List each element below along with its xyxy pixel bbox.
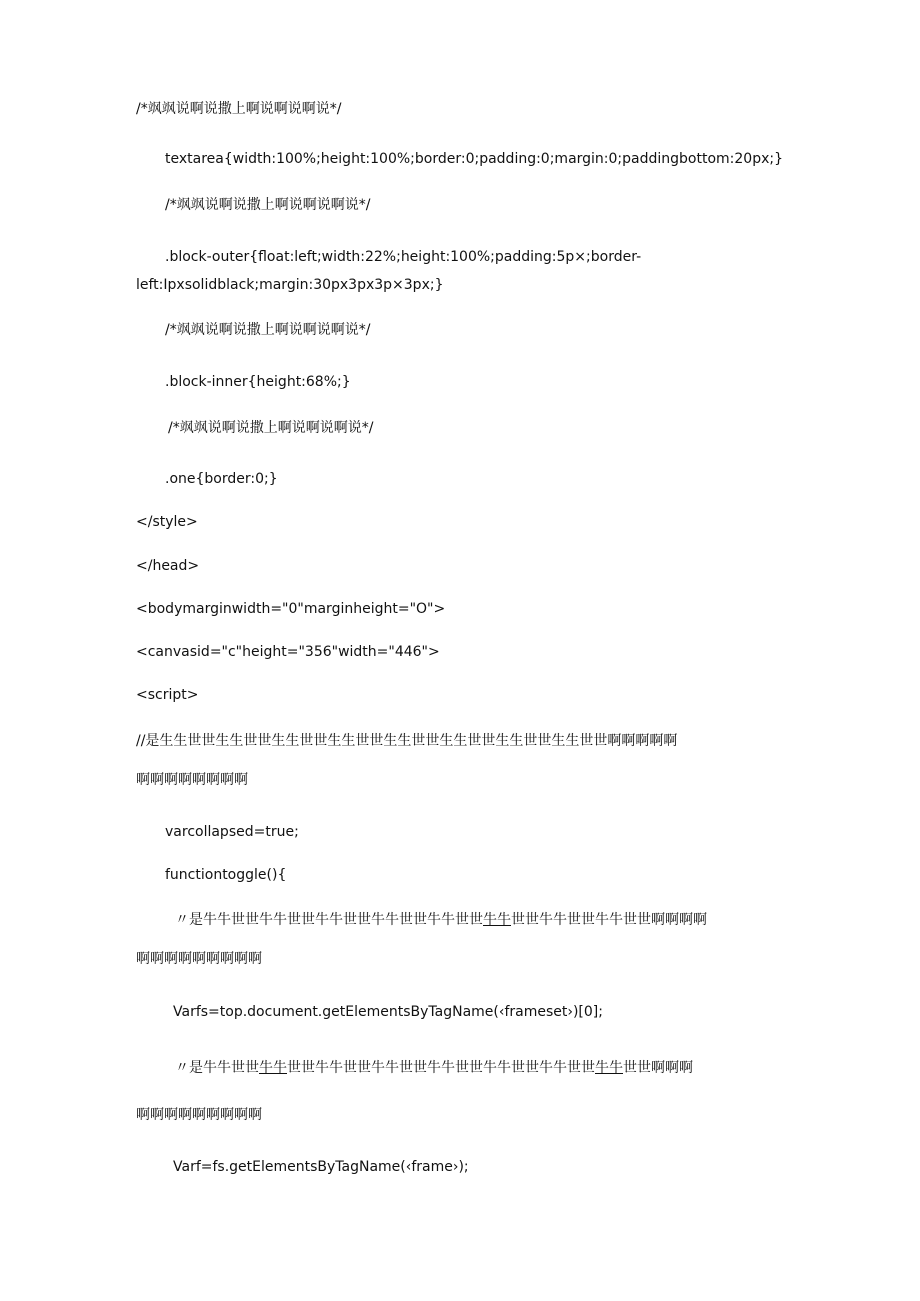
js-comment-continued: 啊啊啊啊啊啊啊啊啊 [136,1107,262,1123]
comment-segment: 〃是牛牛世世牛牛世世牛牛世世牛牛世世牛牛世世 [175,912,483,928]
block-inner-css-rule: .block-inner{height:68%;} [165,374,351,390]
css-comment: /*飒飒说啊说撒上啊说啊说啊说*/ [165,322,371,338]
frameset-var-line: Varfs=top.document.getElementsByTagName(‹frameset›)[0]; [173,1004,603,1020]
script-open-tag: <script> [136,687,199,703]
collapsed-var-line: varcollapsed=true; [165,824,299,840]
block-outer-css-rule: .block-outer{float:left;width:22%;height:100%;padding:5p×;border- [165,249,642,265]
body-open-tag: <bodymarginwidth="0"marginheight="O"> [136,601,446,617]
css-comment: /*飒飒说啊说撒上啊说啊说啊说*/ [168,420,374,436]
js-comment-continued: 啊啊啊啊啊啊啊啊 [136,772,248,788]
js-comment: //是生生世世生生世世生生世世生生世世生生世世生生世世生生世世生生世世啊啊啊啊啊 [136,733,678,749]
css-comment: /*飒飒说啊说撒上啊说啊说啊说*/ [136,101,342,117]
canvas-tag: <canvasid="c"height="356"width="446"> [136,644,440,660]
toggle-function-line: functiontoggle(){ [165,867,287,883]
js-comment [175,1059,693,1077]
underlined-segment: 牛牛 [259,1060,287,1076]
one-css-rule: .one{border:0;} [165,471,278,487]
js-comment [175,911,707,929]
style-close-tag: </style> [136,514,198,530]
textarea-css-rule: textarea{width:100%;height:100%;border:0;padding:0;margin:0;paddingbottom:20px;} [165,151,783,167]
underlined-segment: 牛牛 [595,1060,623,1076]
underlined-segment: 牛牛 [483,912,511,928]
comment-segment: 世世牛牛世世牛牛世世牛牛世世牛牛世世牛牛世世 [287,1060,595,1076]
block-outer-css-rule-continued: left:Ipxsolidblack;margin:30px3px3p×3px;} [136,277,444,293]
comment-segment: 〃是牛牛世世 [175,1060,259,1076]
js-comment-continued: 啊啊啊啊啊啊啊啊啊 [136,951,262,967]
css-comment: /*飒飒说啊说撒上啊说啊说啊说*/ [165,197,371,213]
frame-var-line: Varf=fs.getElementsByTagName(‹frame›); [173,1159,469,1175]
head-close-tag: </head> [136,558,200,574]
comment-segment: 世世啊啊啊 [623,1060,693,1076]
comment-segment: 世世牛牛世世牛牛世世啊啊啊啊 [511,912,707,928]
